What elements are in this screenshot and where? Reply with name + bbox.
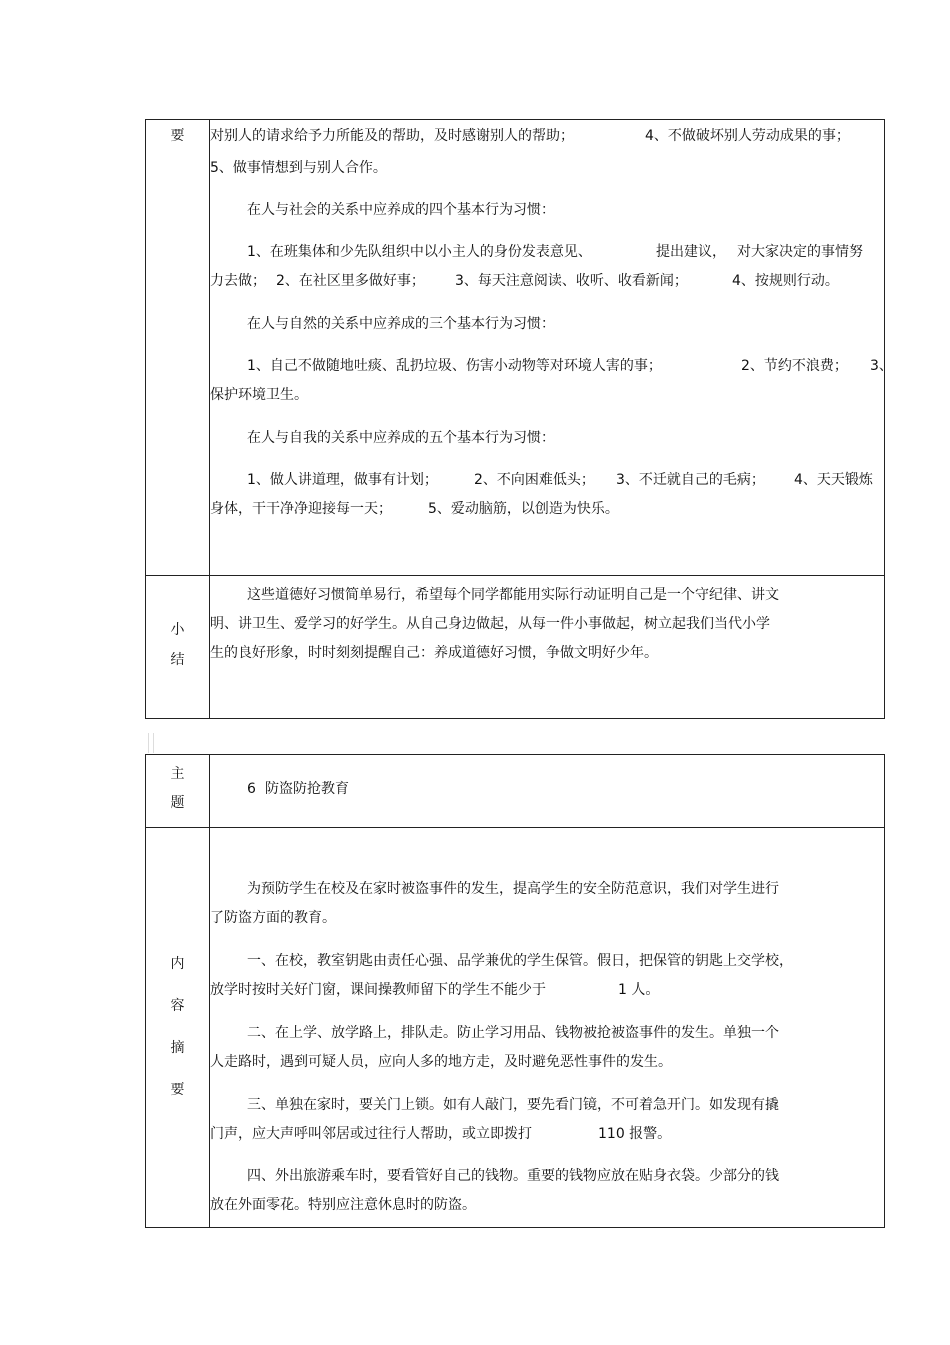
text-line: 放学时按时关好门窗，课间操教师留下的学生不能少于: [210, 982, 546, 998]
text-line: 生的良好形象，时时刻刻提醒自己：养成道德好习惯，争做文明好少年。: [210, 645, 658, 661]
text-line: 4、天天锻炼: [794, 472, 873, 488]
text-line: 2、不向困难低头；: [474, 472, 595, 488]
topic-label-char: 题: [170, 795, 185, 811]
text-line: 1、自己不做随地吐痰、乱扔垃圾、伤害小动物等对环境人害的事；: [247, 358, 662, 374]
summary-row: [146, 575, 884, 719]
summary-content: [210, 576, 880, 719]
text-line: 门声，应大声呼叫邻居或过往行人帮助，或立即拨打: [210, 1126, 532, 1142]
label-cell: [146, 828, 210, 1228]
text-line: 1、在班集体和少先队组织中以小主人的身份发表意见、: [247, 244, 592, 260]
text-line: 4、不做破坏别人劳动成果的事；: [645, 128, 850, 144]
topic-content: [210, 755, 880, 827]
text-line: 人走路时，遇到可疑人员，应向人多的地方走，及时避免恶性事件的发生。: [210, 1054, 672, 1070]
topic-number: 6: [247, 781, 256, 797]
text-line: 2、节约不浪费；: [741, 358, 848, 374]
text-line: 身体，干干净净迎接每一天；: [210, 501, 392, 517]
divider-mark: [148, 733, 154, 753]
content-summary-text: [210, 828, 880, 1228]
text-line: 保护环境卫生。: [210, 387, 308, 403]
text-line: 对别人的请求给予力所能及的帮助，及时感谢别人的帮助；: [210, 128, 574, 144]
content-label-char: 要: [170, 1082, 185, 1098]
text-line: 四、外出旅游乘车时，要看管好自己的钱物。重要的钱物应放在贴身衣袋。少部分的钱: [247, 1168, 779, 1184]
text-line: 一、在校，教室钥匙由责任心强、品学兼优的学生保管。假日，把保管的钥匙上交学校，: [247, 953, 793, 969]
text-line: 明、讲卫生、爱学习的好学生。从自己身边做起，从每一件小事做起，树立起我们当代小学: [210, 616, 770, 632]
text-line: 二、在上学、放学路上，排队走。防止学习用品、钱物被抢被盗事件的发生。单独一个: [247, 1025, 779, 1041]
label-cell: [146, 755, 210, 827]
text-line: 4、按规则行动。: [732, 273, 839, 289]
text-line: 放在外面零花。特别应注意休息时的防盗。: [210, 1197, 476, 1213]
text-line: 1、做人讲道理，做事有计划；: [247, 472, 438, 488]
text-line: 110 报警。: [598, 1126, 672, 1142]
section-heading: 在人与自我的关系中应养成的五个基本行为习惯：: [247, 430, 555, 446]
content-summary-row: [146, 827, 884, 1228]
text-line: 5、做事情想到与别人合作。: [210, 160, 387, 176]
section-heading: 在人与社会的关系中应养成的四个基本行为习惯：: [247, 202, 555, 218]
content-label-char: 内: [170, 956, 185, 972]
text-line: 三、单独在家时，要关门上锁。如有人敲门，要先看门镜，不可着急开门。如发现有撬: [247, 1097, 779, 1113]
text-line: 对大家决定的事情努: [737, 244, 863, 260]
habits-row: [146, 120, 893, 575]
topic-row: [146, 755, 884, 827]
text-line: 3、每天注意阅读、收听、收看新闻；: [455, 273, 688, 289]
text-line: 1 人。: [618, 982, 660, 998]
label-cell: [146, 120, 210, 575]
text-line: 5、爱动脑筋，以创造为快乐。: [428, 501, 619, 517]
text-line: 3、: [870, 358, 893, 374]
label-cell: [146, 576, 210, 719]
summary-label-char: 小: [170, 622, 185, 638]
topic-label-char: 主: [170, 766, 185, 782]
habits-content: [210, 120, 893, 575]
summary-label-char: 结: [170, 652, 185, 668]
content-label-char: 摘: [170, 1040, 185, 1056]
topic-title: 防盗防抢教育: [265, 781, 349, 797]
section-heading: 在人与自然的关系中应养成的三个基本行为习惯：: [247, 316, 555, 332]
text-line: 提出建议，: [656, 244, 726, 260]
row-label: 要: [170, 128, 185, 144]
text-line: 为预防学生在校及在家时被盗事件的发生，提高学生的安全防范意识，我们对学生进行: [247, 881, 779, 897]
theft-prevention-table: [145, 754, 885, 1228]
text-line: 了防盗方面的教育。: [210, 910, 336, 926]
text-line: 3、不迁就自己的毛病；: [616, 472, 765, 488]
text-line: 这些道德好习惯简单易行，希望每个同学都能用实际行动证明自己是一个守纪律、讲文: [247, 587, 779, 603]
text-line: 2、在社区里多做好事；: [276, 273, 425, 289]
habits-table: [145, 119, 893, 719]
content-label-char: 容: [170, 998, 185, 1014]
text-line: 力去做；: [210, 273, 266, 289]
